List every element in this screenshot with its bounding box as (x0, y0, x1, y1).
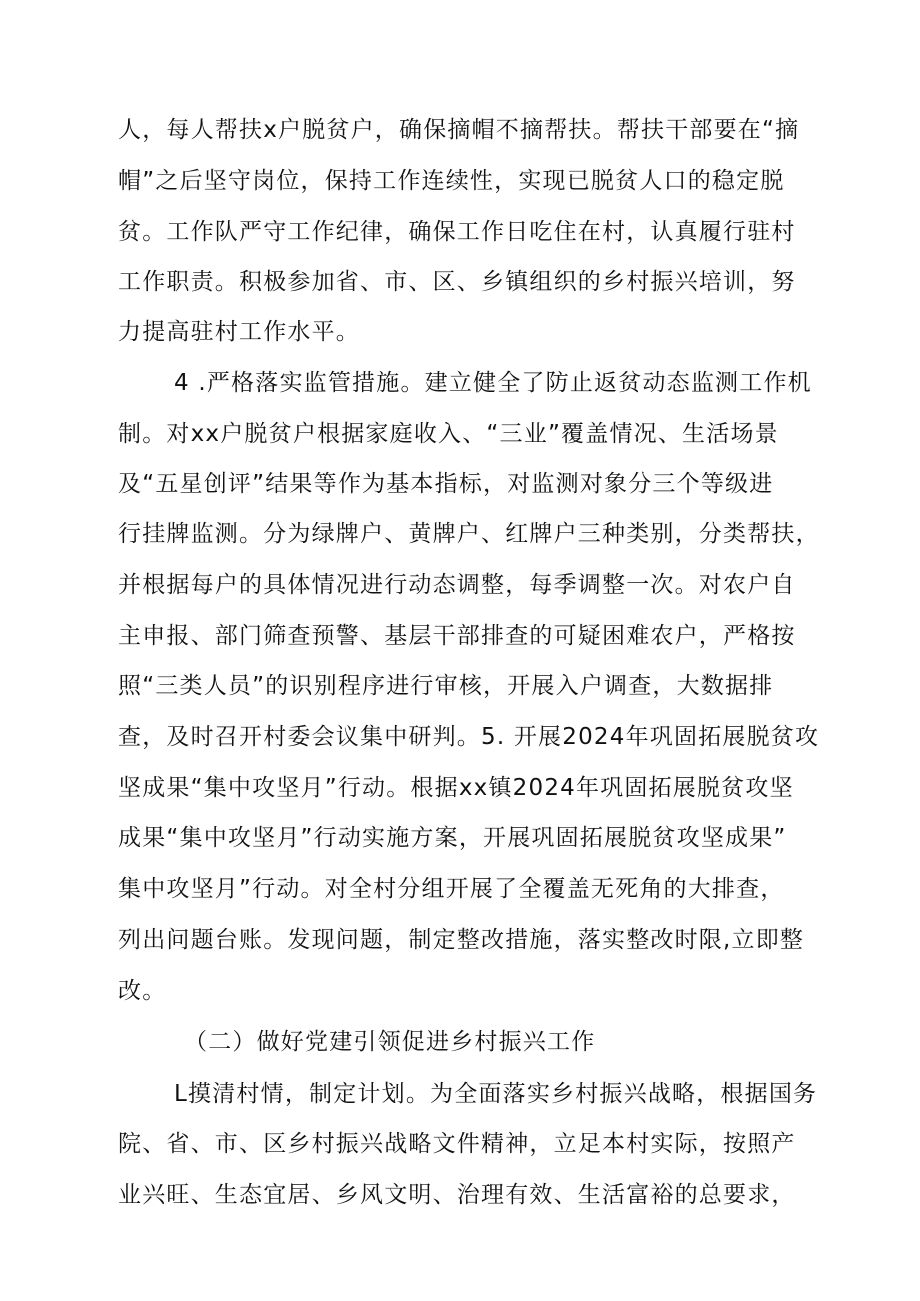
paragraph-2-line-11: 集中攻坚月”行动。对全村分组开展了全覆盖无死角的大排查， (118, 876, 785, 902)
paragraph-1-line-3: 贫。工作队严守工作纪律，确保工作日吃住在村，认真履行驻村 (118, 219, 796, 245)
paragraph-2-line-10: 成果“集中攻坚月”行动实施方案，开展巩固拓展脱贫攻坚成果” (118, 825, 787, 851)
paragraph-3-line-3: 业兴旺、生态宜居、乡风文明、治理有效、生活富裕的总要求， (118, 1182, 796, 1208)
paragraph-2-line-3: 及“五星创评”结果等作为基本指标，对监测对象分三个等级进 (118, 471, 774, 497)
paragraph-2-line-13: 改。 (118, 978, 167, 1004)
paragraph-3-line-1: L摸清村情，制定计划。为全面落实乡村振兴战略，根据国务 (174, 1081, 818, 1107)
paragraph-2-line-7: 照“三类人员”的识别程序进行审核，开展入户调查，大数据排 (118, 673, 774, 699)
paragraph-1-line-5: 力提高驻村工作水平。 (118, 319, 360, 345)
paragraph-2-line-1: 4 .严格落实监管措施。建立健全了防止返贫动态监测工作机 (174, 370, 812, 396)
paragraph-2-line-9: 坚成果“集中攻坚月”行动。根据xx镇2024年巩固拓展脱贫攻坚 (118, 775, 794, 801)
paragraph-2-line-2: 制。对xx户脱贫户根据家庭收入、“三业”覆盖情况、生活场景 (118, 421, 779, 447)
paragraph-1-line-4: 工作职责。积极参加省、市、区、乡镇组织的乡村振兴培训，努 (118, 269, 796, 295)
paragraph-1-line-1: 人，每人帮扶x户脱贫户，确保摘帽不摘帮扶。帮扶干部要在“摘 (118, 117, 800, 143)
paragraph-3-line-2: 院、省、市、区乡村振兴战略文件精神，立足本村实际，按照产 (118, 1131, 796, 1157)
section-heading: （二）做好党建引领促进乡村振兴工作 (184, 1029, 596, 1055)
paragraph-2-line-12: 列出问题台账。发现问题，制定整改措施，落实整改时限,立即整 (118, 927, 805, 953)
paragraph-2-line-8: 查，及时召开村委会议集中研判。5. 开展2024年巩固拓展脱贫攻 (118, 724, 820, 750)
paragraph-2-line-5: 并根据每户的具体情况进行动态调整，每季调整一次。对农户自 (118, 572, 796, 598)
paragraph-2-line-4: 行挂牌监测。分为绿牌户、黄牌户、红牌户三种类别，分类帮扶， (118, 521, 820, 547)
paragraph-1-line-2: 帽”之后坚守岗位，保持工作连续性，实现已脱贫人口的稳定脱 (118, 168, 785, 194)
paragraph-2-line-6: 主申报、部门筛查预警、基层干部排查的可疑困难农户，严格按 (118, 623, 796, 649)
